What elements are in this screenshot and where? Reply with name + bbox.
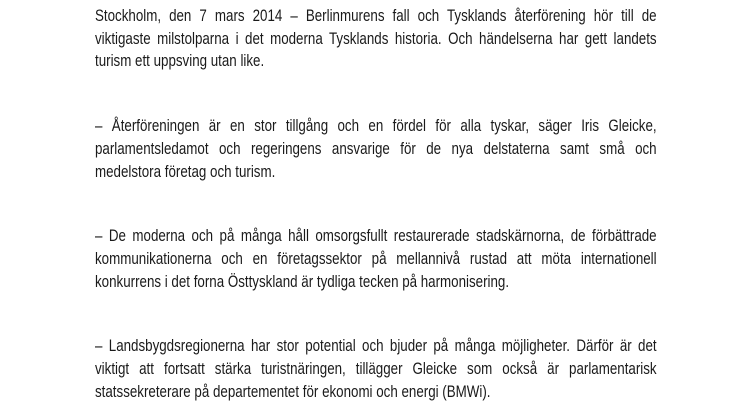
- paragraph: [95, 5, 657, 73]
- paragraph: [95, 335, 657, 403]
- text-line: kommunikationerna och en företagssektor på mellannivå rustad att möta internationell: [95, 248, 657, 268]
- text-line: konkurrens i det forna Östtyskland är tydliga tecken på harmonisering.: [95, 271, 510, 291]
- document-body: [95, 5, 657, 403]
- text-line: medelstora företag och turism.: [95, 161, 276, 181]
- paragraph: [95, 115, 657, 183]
- text-line: Stockholm, den 7 mars 2014 – Berlinmurens fall och Tysklands återförening hör till de: [95, 6, 657, 25]
- text-line: turism ett uppsving utan like.: [95, 51, 265, 71]
- text-line: – Återföreningen är en stor tillgång och en fördel för alla tyskar, säger Iris Gleicke,: [95, 116, 657, 136]
- text-line: – Landsbygdsregionerna har stor potential och bjuder på många möjligheter. Därför är det: [95, 336, 657, 356]
- paragraph: [95, 225, 657, 293]
- text-line: viktigaste milstolparna i det moderna Tysklands historia. Och händelserna har gett landets: [95, 28, 657, 48]
- text-line: statssekreterare på departementet för ekonomi och energi (BMWi).: [95, 381, 491, 401]
- text-line: – De moderna och på många håll omsorgsfullt restaurerade stadskärnorna, de förbättrade: [95, 226, 657, 246]
- text-line: viktigt att fortsatt stärka turistnäringen, tillägger Gleicke som också är parlamentarisk: [95, 359, 657, 379]
- text-line: parlamentsledamot och regeringens ansvarige för de nya delstaterna samt små och: [95, 138, 657, 158]
